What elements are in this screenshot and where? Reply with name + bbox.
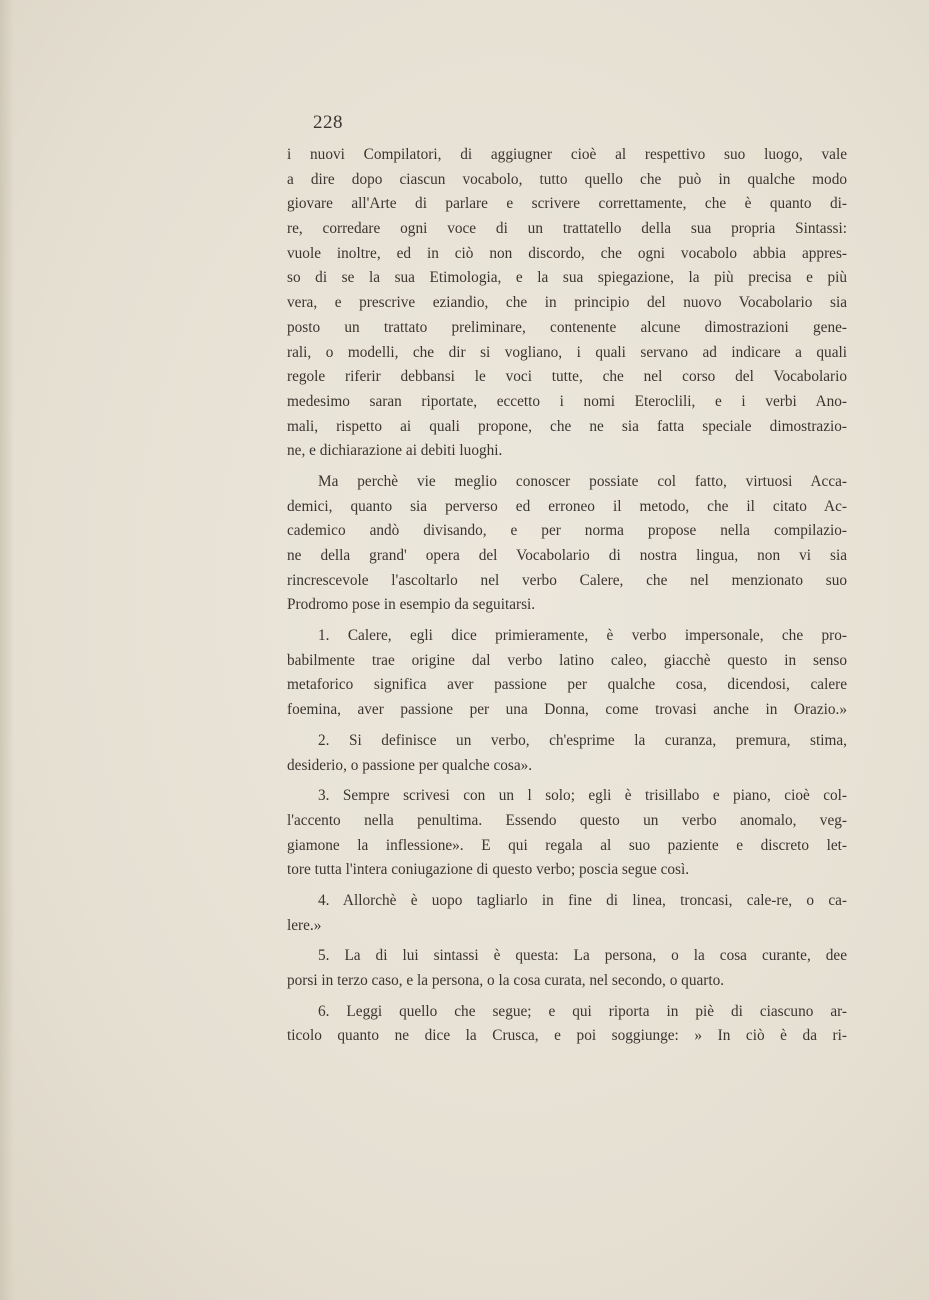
text-line: lere.» [287, 916, 322, 934]
text-line: vuole inoltre, ed in ciò non discordo, che ogni vocabolo abbia appres- [287, 244, 847, 262]
text-line: giovare all'Arte di parlare e scrivere correttamente, che è quanto di- [287, 195, 847, 213]
text-line: tore tutta l'intera coniugazione di questo verbo; poscia segue così. [287, 861, 690, 879]
text-line: 4. Allorchè è uopo tagliarlo in fine di linea, troncasi, cale-re, o ca- [318, 891, 847, 909]
text-line: l'accento nella penultima. Essendo questo un verbo anomalo, veg- [287, 811, 847, 829]
text-line: medesimo saran riportate, eccetto i nomi Eteroclili, e i verbi Ano- [287, 392, 847, 410]
text-line: regole riferir debbansi le voci tutte, che nel corso del Vocabolario [287, 368, 847, 386]
text-line: demici, quanto sia perverso ed erroneo il metodo, che il citato Ac- [287, 497, 847, 515]
body-text [287, 143, 847, 1049]
text-line: metaforico significa aver passione per qualche cosa, dicendosi, calere [287, 676, 847, 694]
page-edge-shadow [0, 0, 14, 1300]
text-line: ticolo quanto ne dice la Crusca, e poi soggiunge: » In ciò è da ri- [287, 1027, 847, 1045]
text-line: rali, o modelli, che dir si vogliano, i quali servano ad indicare a quali [287, 343, 847, 361]
text-line: rincrescevole l'ascoltarlo nel verbo Calere, che nel menzionato suo [287, 571, 847, 589]
text-line: vera, e prescrive eziandio, che in principio del nuovo Vocabolario sia [287, 294, 847, 312]
text-line: 5. La di lui sintassi è questa: La persona, o la cosa curante, dee [318, 947, 847, 965]
text-line: porsi in terzo caso, e la persona, o la cosa curata, nel secondo, o quarto. [287, 972, 725, 989]
text-line: posto un trattato preliminare, contenente alcune dimostrazioni gene- [287, 318, 847, 336]
text-line: re, corredare ogni voce di un trattatello della sua propria Sintassi: [287, 220, 847, 238]
text-line: Ma perchè vie meglio conoscer possiate col fatto, virtuosi Acca- [318, 472, 847, 490]
text-line: ne, e dichiarazione ai debiti luoghi. [287, 442, 503, 460]
text-line: 6. Leggi quello che segue; e qui riporta in piè di ciascuno ar- [318, 1002, 847, 1020]
text-line: Prodromo pose in esempio da seguitarsi. [287, 596, 536, 614]
text-line: i nuovi Compilatori, di aggiugner cioè al respettivo suo luogo, vale [287, 146, 847, 163]
text-line: mali, rispetto ai quali propone, che ne sia fatta speciale dimostrazio- [287, 417, 847, 435]
text-line: a dire dopo ciascun vocabolo, tutto quello che può in qualche modo [287, 170, 847, 188]
page-number: 228 [313, 112, 343, 133]
text-line: 2. Si definisce un verbo, ch'esprime la curanza, premura, stima, [318, 731, 847, 749]
text-line: 3. Sempre scrivesi con un l solo; egli è trisillabo e piano, cioè col- [318, 787, 847, 805]
text-line: giamone la inflessione». E qui regala al suo paziente e discreto let- [287, 836, 847, 854]
text-line: 1. Calere, egli dice primieramente, è verbo impersonale, che pro- [318, 627, 847, 645]
text-line: so di se la sua Etimologia, e la sua spiegazione, la più precisa e più [287, 269, 847, 287]
text-line: cademico andò divisando, e per norma propose nella compilazio- [287, 522, 847, 540]
text-line: desiderio, o passione per qualche cosa». [287, 756, 533, 774]
text-line: foemina, aver passione per una Donna, come trovasi anche in Orazio.» [287, 701, 847, 719]
text-line: ne della grand' opera del Vocabolario di nostra lingua, non vi sia [287, 547, 847, 564]
text-line: babilmente trae origine dal verbo latino caleo, giacchè questo in senso [287, 651, 847, 669]
